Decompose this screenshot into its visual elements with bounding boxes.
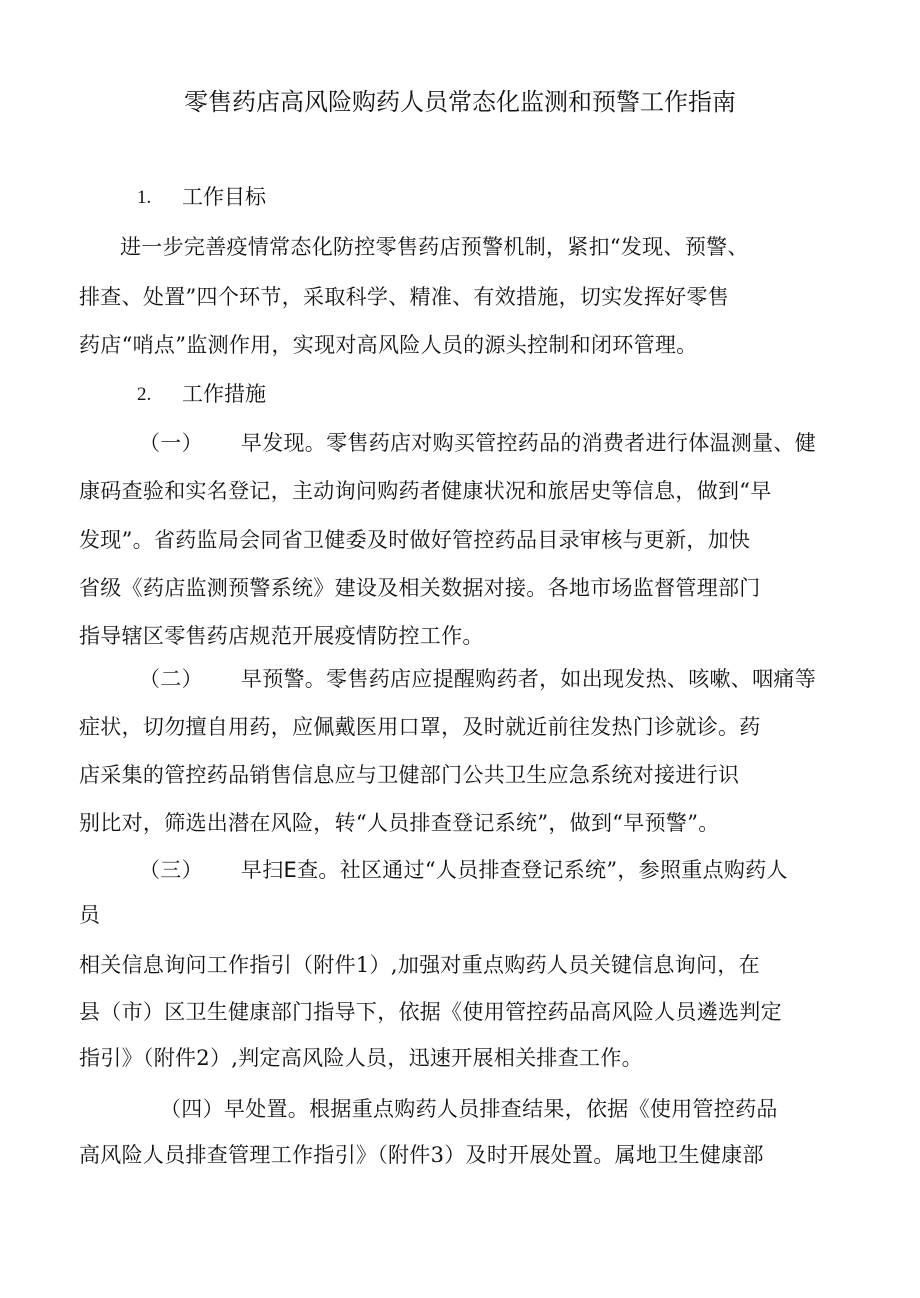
item-1-line-4: 省级《药店监测预警系统》建设及相关数据对接。各地市场监督管理部门 bbox=[79, 576, 761, 600]
section-1-number: 1. bbox=[137, 187, 152, 208]
item-3-first-text: 社区通过“人员排查登记系统”，参照重点购药人 bbox=[339, 858, 788, 882]
item-1-line-2: 康码查验和实名登记，主动询问购药者健康状况和旅居史等信息，做到“早 bbox=[79, 479, 772, 503]
item-1-line-5: 指导辖区零售药店规范开展疫情防控工作。 bbox=[79, 624, 484, 648]
section-2-number: 2. bbox=[137, 384, 152, 405]
item-4-lead: 早处置。 bbox=[223, 1097, 310, 1121]
item-3-line-2: 员 bbox=[79, 903, 101, 927]
item-4-line-2: 高风险人员排查管理工作指引》（附件3）及时开展处置。属地卫生健康部 bbox=[79, 1143, 764, 1167]
item-1-first-text: 零售药店对购买管控药品的消费者进行体温测量、健 bbox=[326, 431, 817, 455]
item-2-line-4: 别比对，筛选出潜在风险，转“人员排查登记系统”，做到“早预警”。 bbox=[79, 811, 720, 835]
section-1-line-3: 药店“哨点”监测作用，实现对高风险人员的源头控制和闭环管理。 bbox=[79, 333, 698, 357]
section-1-line-1: 进一步完善疫情常态化防控零售药店预警机制，紧扣“发现、预警、 bbox=[120, 235, 749, 259]
section-2-heading: 工作措施 bbox=[182, 382, 266, 406]
item-2-first-text: 零售药店应提醒购药者，如出现发热、咳嗽、咽痛等 bbox=[326, 667, 817, 691]
item-1-lead: 早发现。 bbox=[240, 431, 327, 455]
item-3-lead: 早扫E查。 bbox=[240, 858, 340, 882]
item-3-line-5: 指引》（附件2）,判定高风险人员，迅速开展相关排查工作。 bbox=[79, 1046, 643, 1070]
item-3-marker: （三） bbox=[139, 858, 203, 882]
item-2-lead: 早预警。 bbox=[240, 667, 327, 691]
item-3-line-4: 县（市）区卫生健康部门指导下，依据《使用管控药品高风险人员遴选判定 bbox=[79, 1000, 782, 1024]
item-3-first-line bbox=[139, 855, 788, 885]
item-1-line-3: 发现”。省药监局会同省卫健委及时做好管控药品目录审核与更新，加快 bbox=[79, 528, 751, 552]
item-3-line-3: 相关信息询问工作指引（附件1）,加强对重点购药人员关键信息询问，在 bbox=[79, 953, 760, 977]
item-4-first-text: 根据重点购药人员排查结果，依据《使用管控药品 bbox=[309, 1097, 778, 1121]
item-1-first-line bbox=[139, 428, 816, 458]
item-2-marker: （二） bbox=[139, 667, 203, 691]
item-1-marker: （一） bbox=[139, 431, 203, 455]
item-2-line-2: 症状，切勿擅自用药，应佩戴医用口罩，及时就近前往发热门诊就诊。药 bbox=[79, 715, 761, 739]
item-2-first-line bbox=[139, 664, 816, 694]
item-4-marker: （四） bbox=[160, 1097, 224, 1121]
item-2-line-3: 店采集的管控药品销售信息应与卫健部门公共卫生应急系统对接进行识 bbox=[79, 763, 740, 787]
section-1-line-2: 排查、处置”四个环节，采取科学、精准、有效措施，切实发挥好零售 bbox=[79, 285, 730, 309]
item-4-first-line bbox=[160, 1094, 778, 1124]
section-1-heading: 工作目标 bbox=[182, 185, 266, 209]
document-title: 零售药店高风险购药人员常态化监测和预警工作指南 bbox=[184, 88, 736, 116]
